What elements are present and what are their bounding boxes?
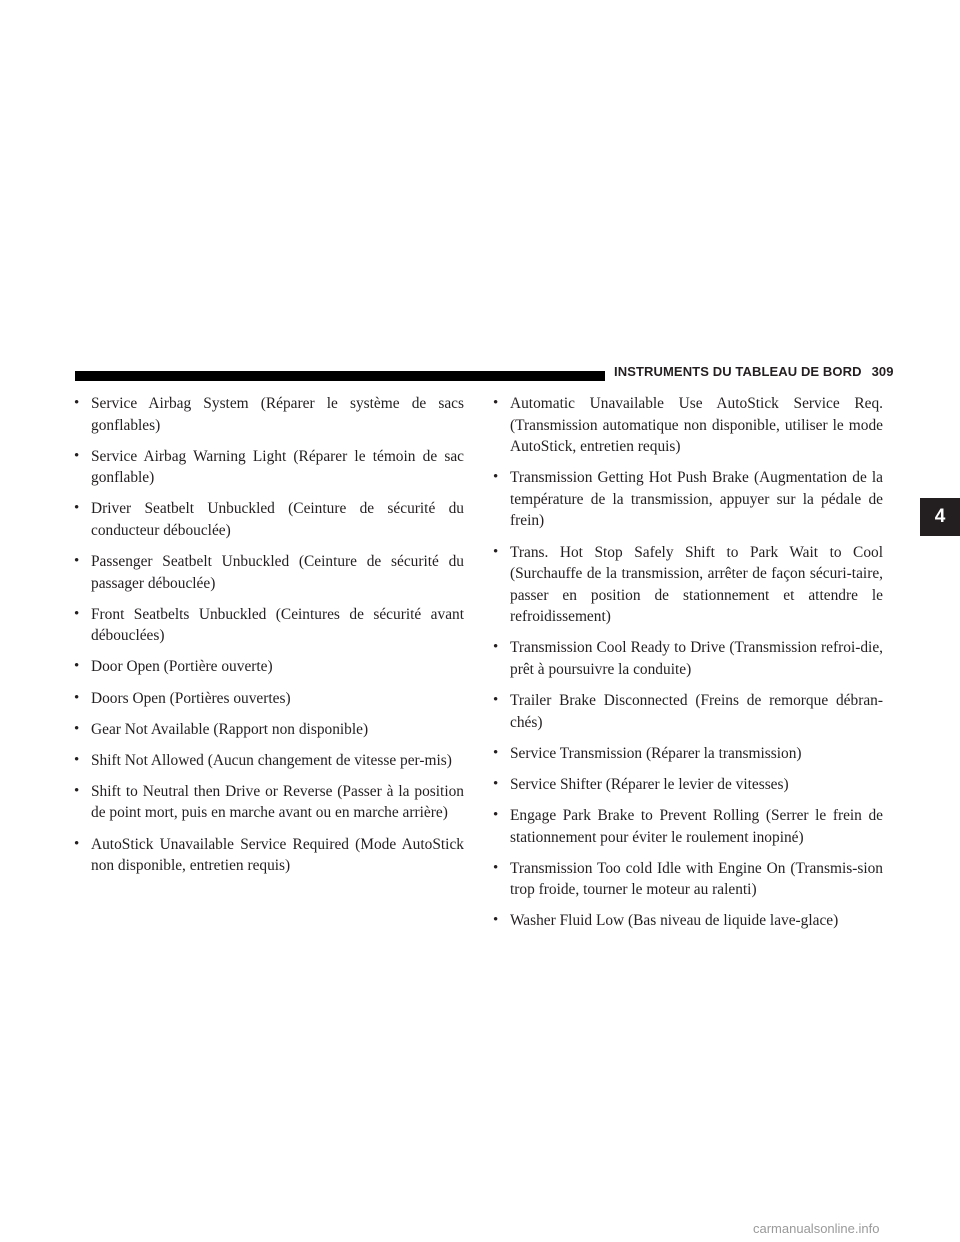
list-item [74,498,464,541]
list-item-text: Washer Fluid Low (Bas niveau de liquide lave-glace) [510,912,839,930]
list-item-text: Driver Seatbelt Unbuckled (Ceinture de sécurité du conducteur débouclée) [91,500,464,539]
bullet-icon: • [493,912,499,929]
bullet-icon: • [74,395,80,411]
section-title: INSTRUMENTS DU TABLEAU DE BORD [614,364,862,379]
list-item [493,910,883,932]
bullet-icon: • [493,639,499,656]
list-item [74,551,464,594]
bullet-icon: • [493,744,499,761]
bullet-icon: • [493,543,499,560]
list-item-text: Front Seatbelts Unbuckled (Ceintures de sécurité avant débouclées) [91,605,464,645]
chapter-tab: 4 [920,498,960,536]
bullet-icon: • [74,447,80,464]
list-item-text: Service Shifter (Réparer le levier de vitesses) [510,775,789,793]
list-item [74,604,464,647]
list-item-text: Door Open (Portière ouverte) [91,658,273,676]
bullet-icon: • [74,751,80,768]
list-item [74,393,464,436]
list-item-text: Service Airbag System (Réparer le système de sacs gonflables) [91,395,464,434]
list-item-text: Service Transmission (Réparer la transmission) [510,744,802,762]
bullet-icon: • [74,605,80,622]
bullet-icon: • [74,500,80,517]
bullet-icon: • [74,689,80,706]
list-item [74,750,464,772]
list-item-text: Transmission Too cold Idle with Engine On (Transmis-sion trop froide, tourner le moteur au ralenti) [510,859,883,899]
list-item-text: Transmission Getting Hot Push Brake (Augmentation de la température de la transmission, appuyer sur la pédale de frein) [510,469,883,530]
list-item-text: AutoStick Unavailable Service Required (Mode AutoStick non disponible, entretien requis) [91,835,464,875]
list-item-text: Trailer Brake Disconnected (Freins de remorque débran-chés) [510,692,883,731]
list-item [74,834,464,877]
list-item [493,743,883,765]
list-item-text: Automatic Unavailable Use AutoStick Service Req. (Transmission automatique non disponible, utiliser le mode AutoStick, entretien requis) [510,395,883,456]
list-item-text: Transmission Cool Ready to Drive (Transmission refroi-die, prêt à poursuivre la conduite) [510,639,883,679]
list-item-text: Passenger Seatbelt Unbuckled (Ceinture de sécurité du passager débouclée) [91,553,464,592]
page-header [614,364,894,379]
list-item [493,637,883,680]
list-item [493,690,883,733]
list-item-text: Doors Open (Portières ouvertes) [91,689,291,707]
list-item [493,467,883,532]
list-item-text: Service Airbag Warning Light (Réparer le témoin de sac gonflable) [91,447,464,487]
bullet-icon: • [74,658,80,675]
list-item-text: Shift Not Allowed (Aucun changement de vitesse per-mis) [91,751,452,769]
bullet-icon: • [74,782,80,799]
list-item [493,858,883,901]
bullet-icon: • [493,807,499,823]
bullet-icon: • [74,835,80,852]
bullet-icon: • [493,859,499,876]
bullet-icon: • [74,720,80,737]
list-item [493,393,883,458]
list-item-text: Trans. Hot Stop Safely Shift to Park Wait to Cool (Surchauffe de la transmission, arrêter de façon sécuri-taire, passer en position de stationnement et attendre le refroidissement) [510,543,883,626]
list-item [74,719,464,741]
footer-watermark: carmanualsonline.info [753,1221,880,1236]
list-item [74,781,464,824]
left-column-list [74,393,464,886]
list-item [74,446,464,489]
list-item-text: Shift to Neutral then Drive or Reverse (Passer à la position de point mort, puis en marche avant ou en marche arrière) [91,782,464,822]
list-item [493,774,883,796]
bullet-icon: • [493,692,499,709]
bullet-icon: • [493,775,499,792]
list-item-text: Engage Park Brake to Prevent Rolling (Serrer le frein de stationnement pour éviter le roulement inopiné) [510,807,883,846]
list-item [74,688,464,710]
bullet-icon: • [74,553,80,570]
bullet-icon: • [493,469,499,486]
page-number: 309 [871,364,894,379]
list-item [493,805,883,848]
list-item [493,542,883,628]
bullet-icon: • [493,395,499,411]
header-rule [75,371,605,381]
list-item [74,656,464,678]
right-column-list [493,393,883,941]
list-item-text: Gear Not Available (Rapport non disponible) [91,720,369,738]
